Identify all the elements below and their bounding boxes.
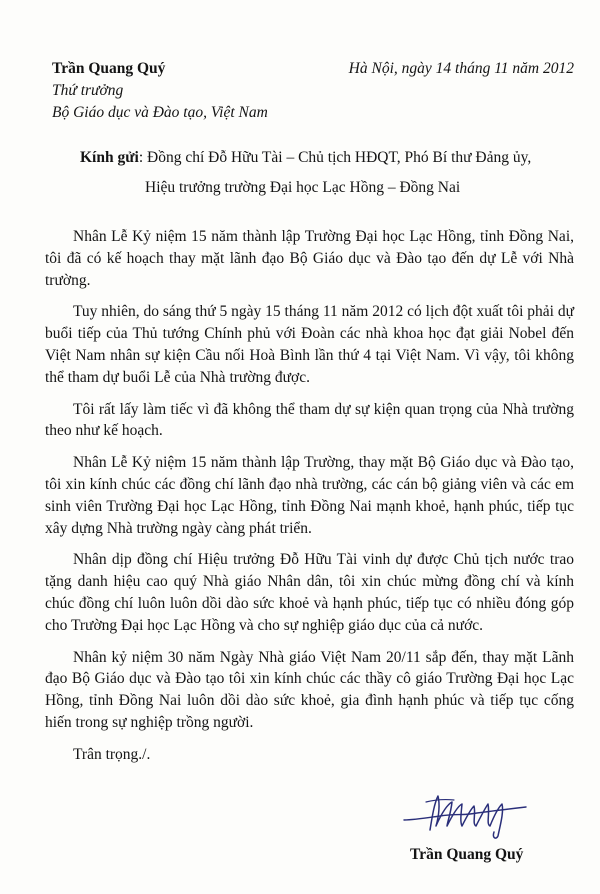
recipient-label: Kính gửi bbox=[80, 149, 139, 166]
letter-header bbox=[52, 58, 574, 121]
paragraph: Nhân kỷ niệm 30 năm Ngày Nhà giáo Việt Nam 20/11 sắp đến, thay mặt Lãnh đạo Bộ Giáo dục và Đào tạo tôi xin kính chúc các thầy cô giáo Trường Đại học Lạc Hồng, tỉnh Đồng Nai luôn dồi dào sức khoẻ, gia đình hạnh phúc và tiếp tục cống hiến trong sự nghiệp trồng người. bbox=[45, 648, 574, 731]
recipient-text-1: Đồng chí Đỗ Hữu Tài – Chủ tịch HĐQT, Phó Bí thư Đảng ủy, bbox=[147, 149, 532, 166]
recipient-colon: : bbox=[138, 149, 148, 166]
sender-organization: Bộ Giáo dục và Đào tạo, Việt Nam bbox=[52, 104, 268, 121]
paragraph: Tôi rất lấy làm tiếc vì đã không thể tham dự sự kiện quan trọng của Nhà trường theo như kế hoạch. bbox=[45, 400, 574, 440]
paragraph: Nhân Lễ Kỷ niệm 15 năm thành lập Trường Đại học Lạc Hồng, tỉnh Đồng Nai, tôi đã có kế hoạch thay mặt lãnh đạo Bộ Giáo dục và Đào tạo đến dự Lễ với Nhà trường. bbox=[45, 228, 574, 289]
sender-block bbox=[52, 58, 268, 124]
signer-name: Trần Quang Quý bbox=[410, 846, 524, 863]
closing-line: Trân trọng./. bbox=[73, 745, 151, 763]
paragraph: Nhân Lễ Kỷ niệm 15 năm thành lập Trường, thay mặt Bộ Giáo dục và Đào tạo, tôi xin kính chúc các đồng chí lãnh đạo nhà trường, các cán bộ giảng viên và các em sinh viên Trường Đại học Lạc Hồng, tỉnh Đồng Nai mạnh khoẻ, hạnh phúc, tiếp tục xây dựng Nhà trường ngày càng phát triển. bbox=[45, 454, 574, 537]
paragraph: Tuy nhiên, do sáng thứ 5 ngày 15 tháng 11 năm 2012 có lịch đột xuất tôi phải dự buổi tiếp của Thủ tướng Chính phủ với Đoàn các nhà khoa học đạt giải Nobel đến Việt Nam nhân sự kiện Cầu nối Hoà Bình lần thứ 4 tại Việt Nam. Vì vậy, tôi không thể tham dự buổi Lễ của Nhà trường được. bbox=[45, 303, 574, 386]
sender-name: Trần Quang Quý bbox=[52, 60, 166, 77]
paragraph: Nhân dịp đồng chí Hiệu trưởng Đỗ Hữu Tài vinh dự được Chủ tịch nước trao tặng danh hiệu cao quý Nhà giáo Nhân dân, tôi xin chúc mừng đồng chí và kính chúc đồng chí luôn luôn dồi dào sức khoẻ và hạnh phúc, tiếp tục có nhiều đóng góp cho Trường Đại học Lạc Hồng và cho sự nghiệp giáo dục của cả nước. bbox=[45, 551, 574, 634]
dateline: Hà Nội, ngày 14 tháng 11 năm 2012 bbox=[348, 60, 574, 77]
recipient-line-2: Hiệu trưởng trường Đại học Lạc Hồng – Đồng Nai bbox=[145, 179, 461, 196]
letter-body bbox=[45, 226, 574, 766]
handwritten-signature-icon bbox=[400, 790, 530, 842]
sender-title: Thứ trưởng bbox=[52, 82, 124, 99]
recipient-line-1 bbox=[80, 143, 574, 173]
recipient-block bbox=[80, 143, 574, 203]
